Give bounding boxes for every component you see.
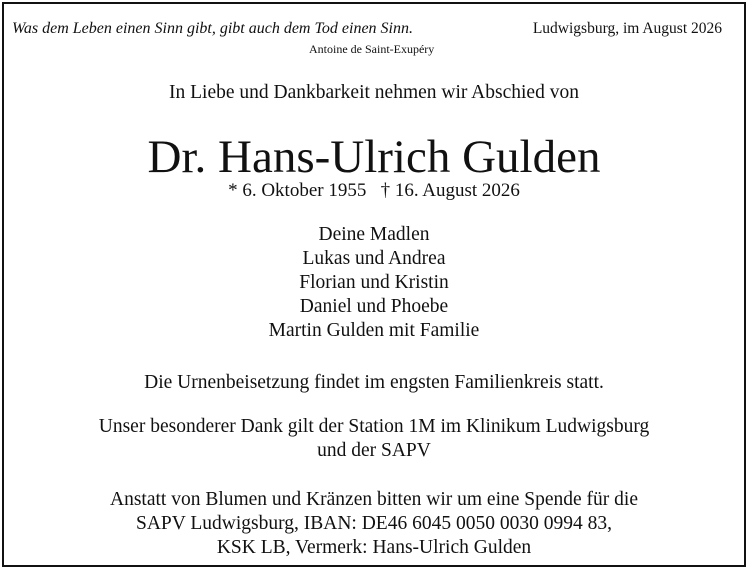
donation-paragraph bbox=[4, 488, 744, 560]
thanks-line: Unser besonderer Dank gilt der Station 1M im Klinikum Ludwigsburg bbox=[98, 416, 650, 437]
burial-note: Die Urnenbeisetzung findet im engsten Familienkreis statt. bbox=[144, 372, 604, 393]
mourner-entry: Deine Madlen bbox=[318, 224, 430, 245]
epigraph-author: Antoine de Saint-Exupéry bbox=[309, 42, 435, 56]
deceased-name: Dr. Hans-Ulrich Gulden bbox=[147, 131, 601, 183]
life-dates: * 6. Oktober 1955 † 16. August 2026 bbox=[228, 180, 520, 201]
donation-line: KSK LB, Vermerk: Hans-Ulrich Gulden bbox=[216, 537, 532, 558]
mourner-entry: Lukas und Andrea bbox=[302, 248, 446, 269]
mourner-entry: Florian und Kristin bbox=[299, 272, 449, 293]
mourner-entry: Daniel und Phoebe bbox=[299, 296, 449, 317]
donation-line: SAPV Ludwigsburg, IBAN: DE46 6045 0050 0030 0994 83, bbox=[136, 513, 612, 534]
intro-line: In Liebe und Dankbarkeit nehmen wir Abschied von bbox=[169, 82, 579, 103]
obituary-notice bbox=[2, 2, 746, 567]
thanks-paragraph bbox=[4, 415, 744, 463]
mourner-entry: Martin Gulden mit Familie bbox=[268, 320, 480, 341]
donation-line: Anstatt von Blumen und Kränzen bitten wir um eine Spende für die bbox=[109, 489, 638, 510]
place-date: Ludwigsburg, im August 2026 bbox=[532, 20, 722, 37]
epigraph-quote: Was dem Leben einen Sinn gibt, gibt auch dem Tod einen Sinn. bbox=[12, 20, 413, 37]
thanks-line: und der SAPV bbox=[317, 440, 431, 461]
mourners-list bbox=[4, 223, 744, 343]
